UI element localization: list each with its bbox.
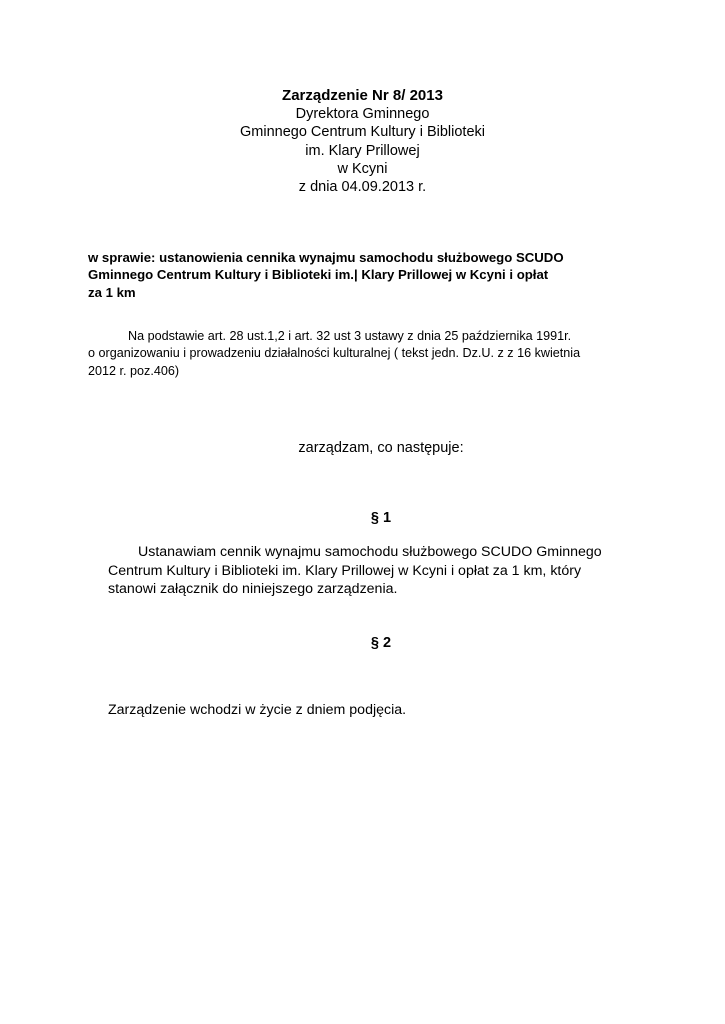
section-1-line: [108, 543, 639, 562]
legal-basis-line: 2012 r. poz.406): [88, 363, 180, 378]
section-1-body: [108, 543, 639, 599]
subject-line: Gminnego Centrum Kultury i Biblioteki im.| Klary Prillowej w Kcyni i opłat: [88, 267, 549, 283]
section-1-line: stanowi załącznik do niniejszego zarządzenia.: [108, 581, 398, 598]
legal-basis-line: [88, 328, 639, 345]
section-2-heading: § 2: [370, 635, 392, 651]
legal-basis-text: Na podstawie art. 28 ust.1,2 i art. 32 ust 3 ustawy z dnia 25 października 1991r.: [128, 329, 572, 343]
section-1-heading: § 1: [370, 510, 392, 526]
location-line: w Kcyni: [337, 160, 388, 177]
document-header: [0, 87, 725, 196]
subject-block: [88, 249, 639, 301]
institution-line: Gminnego Centrum Kultury i Biblioteki: [240, 124, 485, 141]
legal-basis-line: o organizowaniu i prowadzeniu działalności kulturalnej ( tekst jedn. Dz.U. z z 16 kwietnia: [88, 346, 581, 361]
section-1-line: Centrum Kultury i Biblioteki im. Klary Prillowej w Kcyni i opłat za 1 km, który: [108, 562, 582, 579]
section-2-body: Zarządzenie wchodzi w życie z dniem podjęcia.: [108, 702, 407, 718]
legal-basis-block: [88, 328, 639, 380]
patron-line: im. Klary Prillowej: [305, 142, 420, 159]
subject-line: za 1 km: [88, 284, 136, 300]
section-1-text: Ustanawiam cennik wynajmu samochodu służbowego SCUDO Gminnego: [138, 544, 602, 560]
date-line: z dnia 04.09.2013 r.: [298, 179, 427, 196]
issuer-line: Dyrektora Gminnego: [295, 106, 430, 123]
decree-statement: zarządzam, co następuje:: [298, 440, 464, 456]
subject-line: w sprawie: ustanowienia cennika wynajmu samochodu służbowego SCUDO: [88, 250, 564, 265]
document-title: Zarządzenie Nr 8/ 2013: [282, 87, 443, 104]
